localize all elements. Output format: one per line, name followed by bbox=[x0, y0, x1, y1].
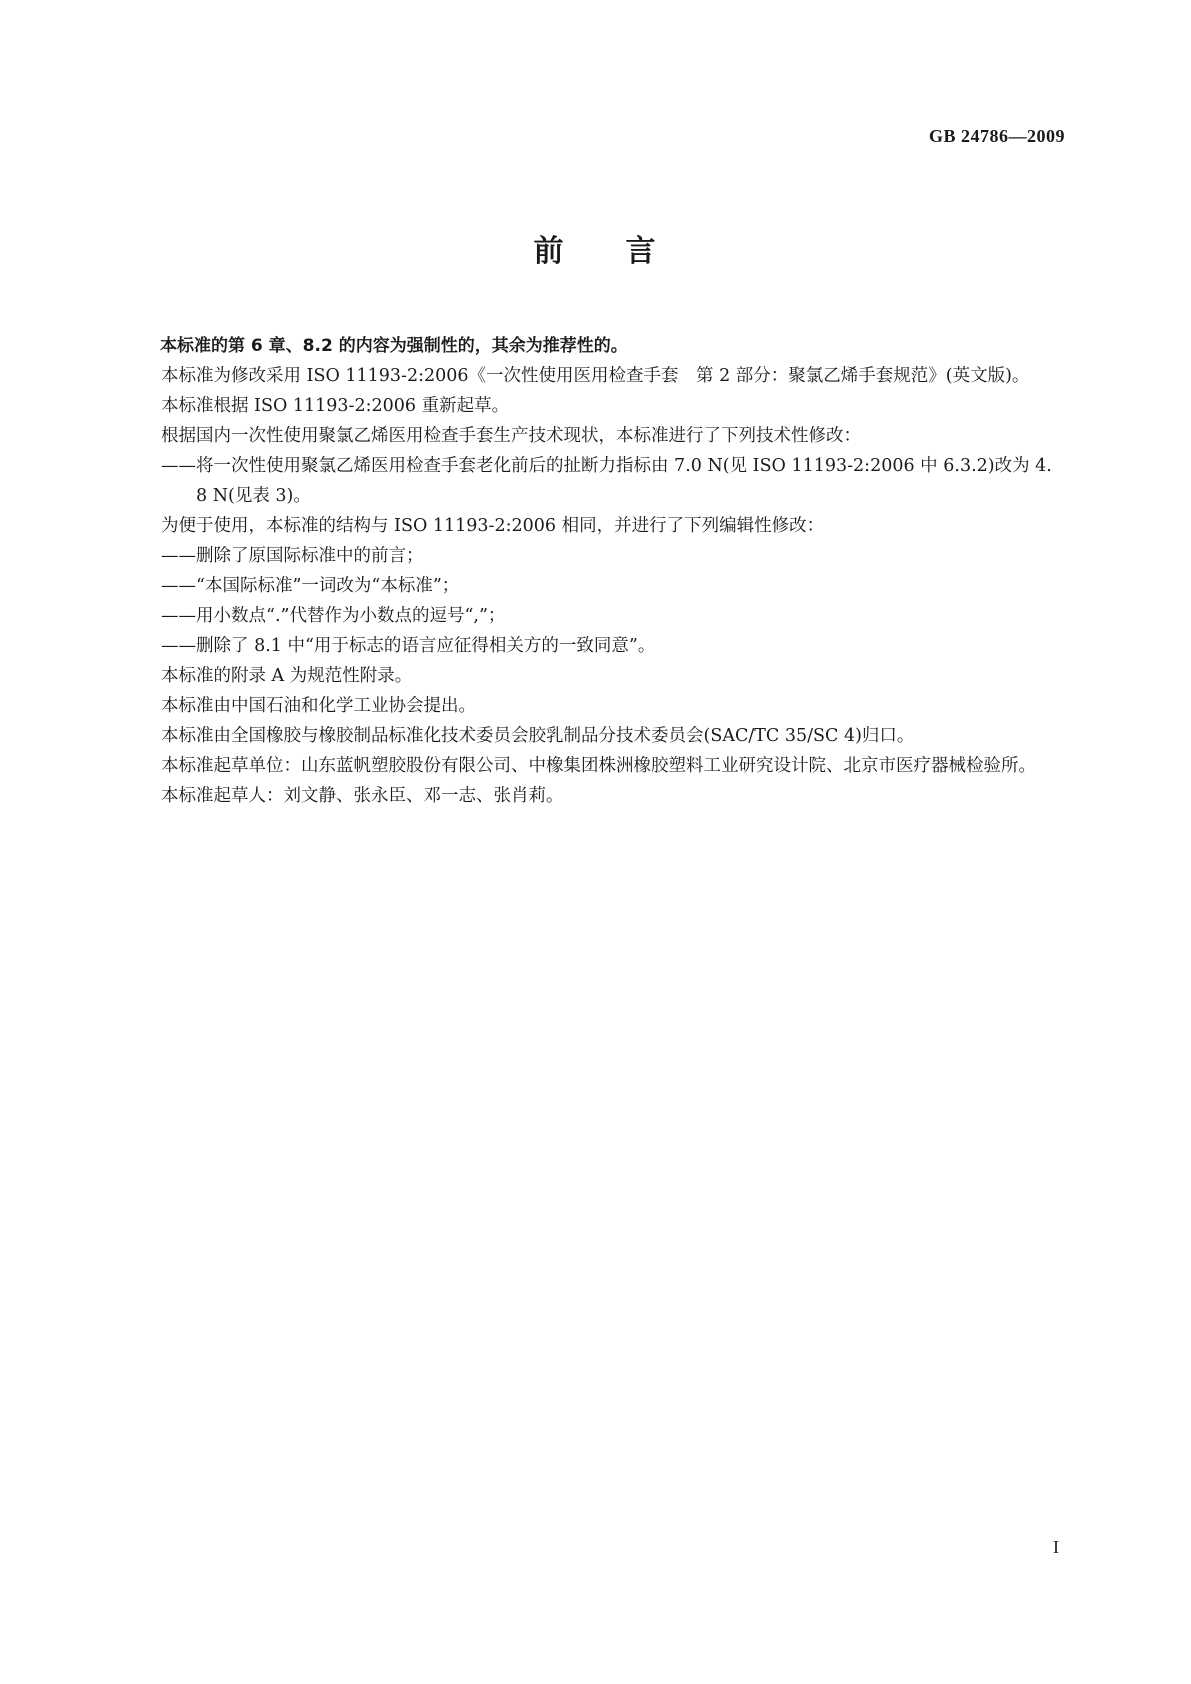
editorial-change-item-2: ——“本国际标准”一词改为“本标准”； bbox=[161, 576, 460, 596]
proposer-paragraph: 本标准由中国石油和化学工业协会提出。 bbox=[161, 696, 476, 716]
title-char-right: 言 bbox=[625, 234, 658, 269]
foreword-body bbox=[126, 331, 1062, 811]
title-char-left: 前 bbox=[533, 234, 566, 269]
editorial-change-item-3: ——用小数点“.”代替作为小数点的逗号“,”； bbox=[161, 606, 506, 626]
standard-code: GB 24786—2009 bbox=[928, 126, 1065, 146]
drafters-paragraph: 本标准起草人：刘文静、张永臣、邓一志、张肖莉。 bbox=[161, 786, 564, 806]
committee-paragraph: 本标准由全国橡胶与橡胶制品标准化技术委员会胶乳制品分技术委员会(SAC/TC 35/SC 4)归口。 bbox=[161, 726, 915, 746]
mandatory-clause-paragraph: 本标准的第 6 章、8.2 的内容为强制性的，其余为推荐性的。 bbox=[160, 336, 628, 356]
drafting-units-paragraph: 本标准起草单位：山东蓝帆塑胶股份有限公司、中橡集团株洲橡胶塑料工业研究设计院、北京市医疗器械检验所。 bbox=[161, 756, 1036, 776]
adoption-paragraph: 本标准为修改采用 ISO 11193-2:2006《一次性使用医用检查手套 第 2 部分：聚氯乙烯手套规范》(英文版)。 bbox=[161, 366, 1030, 386]
editorial-change-item-4: ——删除了 8.1 中“用于标志的语言应征得相关方的一致同意”。 bbox=[161, 636, 656, 656]
page-title bbox=[0, 226, 1191, 270]
annex-paragraph: 本标准的附录 A 为规范性附录。 bbox=[161, 666, 413, 686]
editorial-change-item-1: ——删除了原国际标准中的前言； bbox=[161, 546, 424, 566]
page-number: I bbox=[1053, 1537, 1059, 1557]
technical-changes-intro: 根据国内一次性使用聚氯乙烯医用检查手套生产技术现状，本标准进行了下列技术性修改： bbox=[161, 426, 861, 446]
technical-change-item: ——将一次性使用聚氯乙烯医用检查手套老化前后的扯断力指标由 7.0 N(见 ISO 11193-2:2006 中 6.3.2)改为 4.8 N(见表 3)。 bbox=[161, 456, 1052, 506]
redraft-paragraph: 本标准根据 ISO 11193-2:2006 重新起草。 bbox=[161, 396, 510, 416]
editorial-changes-intro: 为便于使用，本标准的结构与 ISO 11193-2:2006 相同，并进行了下列编辑性修改： bbox=[161, 516, 825, 536]
